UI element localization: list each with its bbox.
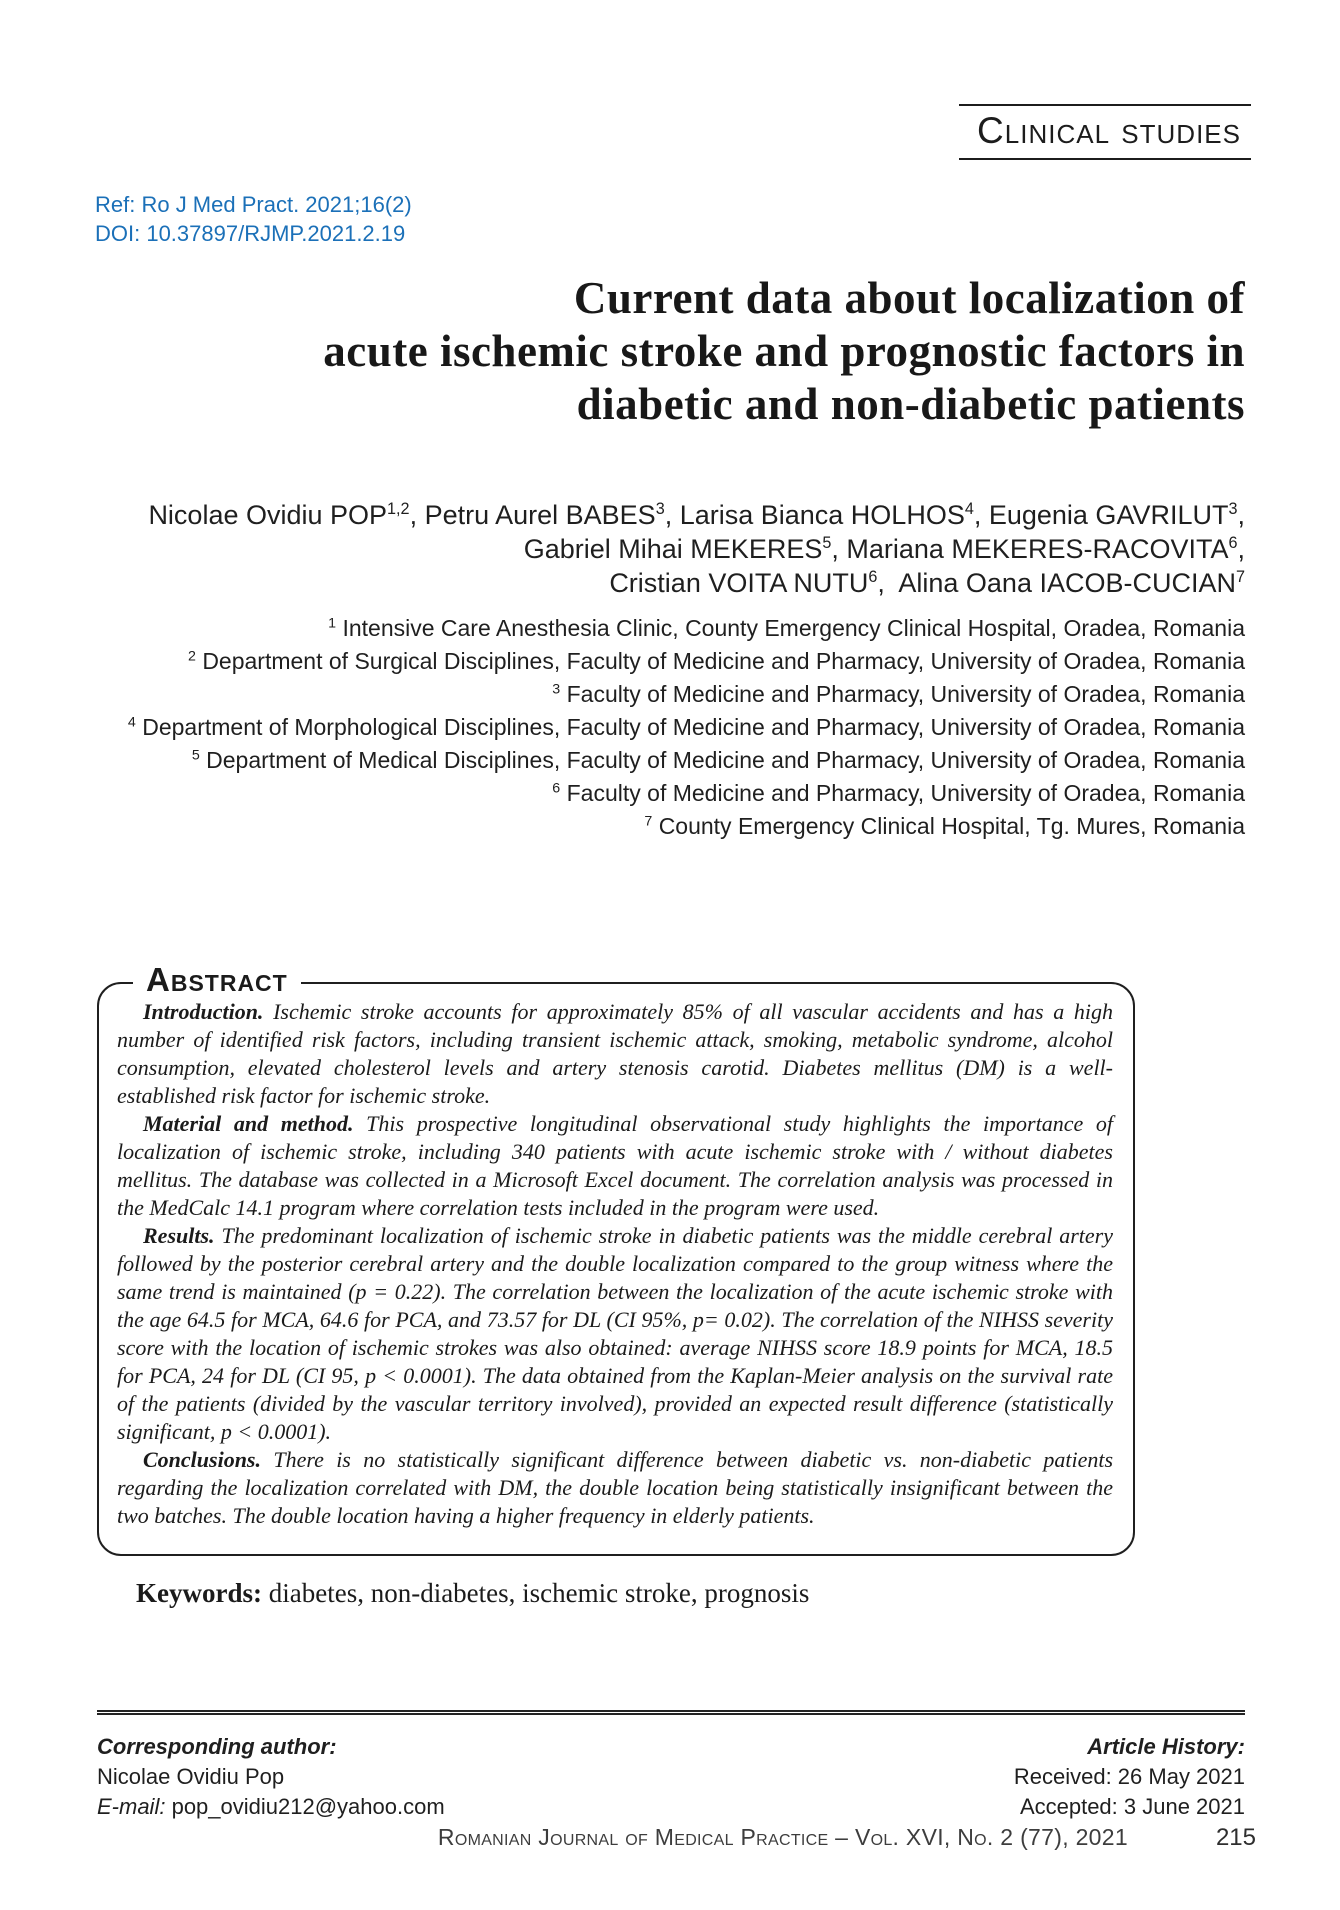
ref-line: Ref: Ro J Med Pract. 2021;16(2) — [95, 192, 412, 217]
footer-divider — [97, 1710, 1245, 1715]
abstract-box — [97, 961, 1135, 1556]
email-label: E-mail: — [97, 1794, 166, 1819]
accepted-date: Accepted: 3 June 2021 — [1019, 1794, 1245, 1819]
paragraph-lead: Material and method. — [143, 1111, 354, 1136]
abstract-paragraph-conclusions: Conclusions. There is no statistically significant difference between diabetic vs. non-diabetic patients regarding the localization correlated with DM, the double location being statistically insignificant between the two batches. The double location having a higher frequency in elderly patients. — [117, 1447, 1114, 1528]
affiliation-row: $^5$ Department of Medical Disciplines, Faculty of Medicine and Pharmacy, University of Oradea, Romania — [191, 747, 1245, 773]
journal-name: Romanian Journal of Medical Practice – Vol. XVI, No. 2 (77), 2021 — [437, 1824, 1128, 1850]
abstract-body — [99, 984, 1133, 1530]
paragraph-lead: Conclusions. — [143, 1447, 261, 1472]
doi-line: DOI: 10.37897/RJMP.2021.2.19 — [95, 221, 406, 246]
page-number: 215 — [1215, 1824, 1256, 1851]
affiliation-row: $^2$ Department of Surgical Disciplines, Faculty of Medicine and Pharmacy, University of Oradea, Romania — [187, 648, 1245, 674]
affiliation-row: $^1$ Intensive Care Anesthesia Clinic, County Emergency Clinical Hospital, Oradea, Romania — [328, 615, 1245, 641]
affiliation-row: $^6$ Faculty of Medicine and Pharmacy, University of Oradea, Romania — [552, 780, 1245, 806]
author-affil-sup: 4 — [964, 500, 974, 518]
corresponding-author-email-line — [97, 1792, 445, 1822]
paragraph-lead: Introduction. — [143, 999, 264, 1024]
article-history-block — [1014, 1732, 1245, 1822]
affiliation-list — [60, 612, 1245, 843]
section-kicker-label: Clinical studies — [959, 104, 1251, 160]
page-title-line-1: Current data about localization of — [573, 273, 1245, 323]
page-title-line-2: acute ischemic stroke and prognostic factors in — [323, 326, 1245, 376]
page-title — [90, 272, 1245, 431]
author-list — [90, 498, 1245, 600]
abstract-paragraph-material-method: Material and method. This prospective longitudinal observational study highlights the importance of localization of ischemic stroke, including 340 patients with acute ischemic stroke with / without diabetes mellitus. The database was collected in a Microsoft Excel document. The correlation analysis was processed in the MedCalc 14.1 program where correlation tests included in the program were used. — [117, 1111, 1114, 1220]
author-affil-sup: 6 — [1228, 534, 1238, 552]
keywords-label: Keywords: — [136, 1578, 262, 1608]
keywords-line — [136, 1578, 809, 1609]
citation-block — [95, 190, 412, 248]
author-affil-sup: 1,2 — [387, 500, 410, 518]
received-date: Received: 26 May 2021 — [1013, 1764, 1245, 1789]
affiliation-row: $^7$ County Emergency Clinical Hospital, Tg. Mures, Romania — [644, 813, 1245, 839]
author-affil-sup: 6 — [868, 568, 878, 586]
abstract-heading: Abstract — [133, 961, 301, 999]
paragraph-lead: Results. — [143, 1223, 215, 1248]
abstract-paragraph-introduction: Introduction. Ischemic stroke accounts for approximately 85% of all vascular accidents and has a high number of identified risk factors, including transient ischemic attack, smoking, metabolic syndrome, alcohol consumption, elevated cholesterol levels and artery stenosis carotid. Diabetes mellitus (DM) is a well-established risk factor for ischemic stroke. — [117, 999, 1114, 1108]
author-line: Nicolae Ovidiu POP$^{1,2}$, Petru Aurel BABES$^3$, Larisa Bianca HOLHOS$^4$, Eugenia GAVRILUT$^3$, — [148, 500, 1245, 530]
author-affil-sup: 7 — [1235, 568, 1245, 586]
author-affil-sup: 5 — [822, 534, 832, 552]
corresponding-author-heading: Corresponding author: — [97, 1734, 337, 1759]
abstract-paragraph-results: Results. The predominant localization of ischemic stroke in diabetic patients was the middle cerebral artery followed by the posterior cerebral artery and the double localization compared to the group witness where the same trend is maintained (p = 0.22). The correlation between the localization of the acute ischemic stroke with the age 64.5 for MCA, 64.6 for PCA, and 73.57 for DL (CI 95%, p= 0.02). The correlation of the NIHSS severity score with the location of ischemic strokes was also obtained: average NIHSS score 18.9 points for MCA, 18.5 for PCA, 24 for DL (CI 95, p < 0.0001). The data obtained from the Kaplan-Meier analysis on the survival rate of the patients (divided by the vascular territory involved), provided an expected result difference (statistically significant, p < 0.0001). — [117, 1223, 1113, 1444]
section-kicker — [959, 104, 1251, 160]
page-footer — [438, 1824, 1256, 1852]
email-address: pop_ovidiu212@yahoo.com — [171, 1794, 445, 1819]
keywords-text: diabetes, non-diabetes, ischemic stroke, prognosis — [268, 1578, 810, 1608]
author-affil-sup: 3 — [1228, 500, 1238, 518]
author-line: Gabriel Mihai MEKERES$^5$, Mariana MEKERES-RACOVITA$^6$, — [523, 534, 1245, 564]
corresponding-author-block — [97, 1732, 445, 1822]
corresponding-author-name: Nicolae Ovidiu Pop — [97, 1764, 285, 1789]
affiliation-row: $^3$ Faculty of Medicine and Pharmacy, University of Oradea, Romania — [552, 681, 1245, 707]
article-history-heading: Article History: — [1087, 1734, 1245, 1759]
page-title-line-3: diabetic and non-diabetic patients — [576, 379, 1245, 429]
author-affil-sup: 3 — [655, 500, 665, 518]
affiliation-row: $^4$ Department of Morphological Disciplines, Faculty of Medicine and Pharmacy, University of Oradea, Romania — [127, 714, 1245, 740]
author-line: Cristian VOITA NUTU$^6$, Alina Oana IACOB-CUCIAN$^7$ — [609, 568, 1245, 598]
